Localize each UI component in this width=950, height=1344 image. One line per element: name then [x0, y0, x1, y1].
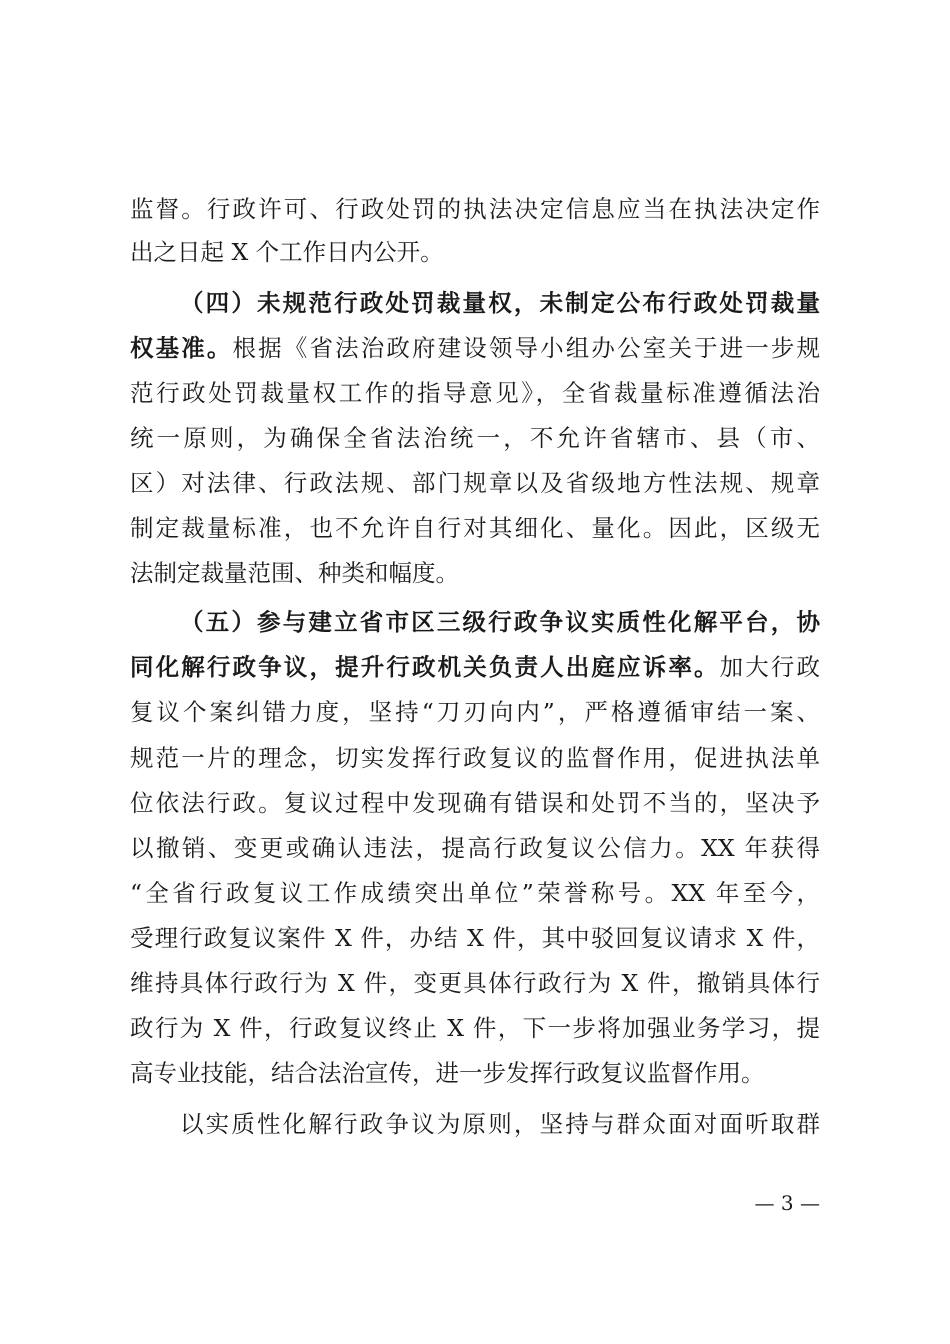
text-segment: 区）对法律、行政法规、部门规章以及省级地方性法规、规章 [130, 469, 820, 497]
text-segment: 加大行政 [719, 653, 821, 681]
text-segment: 法制定裁量范围、种类和幅度。 [130, 559, 459, 587]
text-line-3-heading [180, 280, 820, 326]
section-heading-5: （五）参与建立省市区三级行政争议实质性化解平台，协 [180, 608, 820, 636]
text-segment: 复议个案纠错力度，坚持“刀刃向内”，严格遵循审结一案、 [130, 698, 820, 726]
text-line-9 [130, 550, 820, 596]
text-line-14 [130, 780, 820, 826]
text-segment: 位依法行政。复议过程中发现确有错误和处罚不当的，坚决予 [130, 789, 820, 817]
text-segment: 以撤销、变更或确认违法，提高行政复议公信力。XX 年获得 [130, 834, 820, 862]
text-segment: 规范一片的理念，切实发挥行政复议的监督作用，促进执法单 [130, 744, 820, 772]
text-line-5 [130, 370, 820, 416]
text-segment: 维持具体行政行为 X 件，变更具体行政行为 X 件，撤销具体行 [130, 969, 820, 997]
text-segment: “全省行政复议工作成绩突出单位”荣誉称号。XX 年至今， [130, 879, 820, 907]
text-line-16 [130, 870, 820, 916]
section-heading-4: （四）未规范行政处罚裁量权，未制定公布行政处罚裁量 [180, 289, 820, 317]
text-line-15 [130, 825, 820, 871]
section-heading-4-end: 权基准。 [130, 334, 233, 362]
text-line-17 [130, 915, 820, 961]
text-segment: 以实质性化解行政争议为原则，坚持与群众面对面听取群 [180, 1110, 820, 1138]
text-segment: 范行政处罚裁量权工作的指导意见》，全省裁量标准遵循法治 [130, 379, 820, 407]
text-line-2 [130, 229, 820, 275]
text-line-10-heading [180, 599, 820, 645]
text-line-18 [130, 960, 820, 1006]
text-line-7 [130, 460, 820, 506]
text-line-1 [130, 186, 820, 232]
text-segment: 监督。行政许可、行政处罚的执法决定信息应当在执法决定作 [130, 195, 820, 223]
page-number: — 3 — [754, 1191, 820, 1215]
section-heading-5-end: 同化解行政争议，提升行政机关负责人出庭应诉率。 [130, 653, 720, 681]
text-line-20 [130, 1050, 820, 1096]
text-line-4 [130, 325, 820, 371]
text-segment: 统一原则，为确保全省法治统一，不允许省辖市、县（市、 [130, 424, 820, 452]
text-segment: 根据《省法治政府建设领导小组办公室关于进一步规 [232, 334, 821, 362]
text-segment: 政行为 X 件，行政复议终止 X 件，下一步将加强业务学习，提 [130, 1014, 820, 1042]
text-line-6 [130, 415, 820, 461]
text-line-19 [130, 1005, 820, 1051]
text-segment: 受理行政复议案件 X 件，办结 X 件，其中驳回复议请求 X 件， [130, 924, 820, 952]
text-line-13 [130, 735, 820, 781]
text-line-8 [130, 505, 820, 551]
text-line-21 [180, 1101, 820, 1147]
text-segment: 制定裁量标准，也不允许自行对其细化、量化。因此，区级无 [130, 514, 820, 542]
text-line-11 [130, 644, 820, 690]
text-segment: 出之日起 X 个工作日内公开。 [130, 238, 444, 266]
text-line-12 [130, 689, 820, 735]
text-segment: 高专业技能，结合法治宣传，进一步发挥行政复议监督作用。 [130, 1059, 765, 1087]
